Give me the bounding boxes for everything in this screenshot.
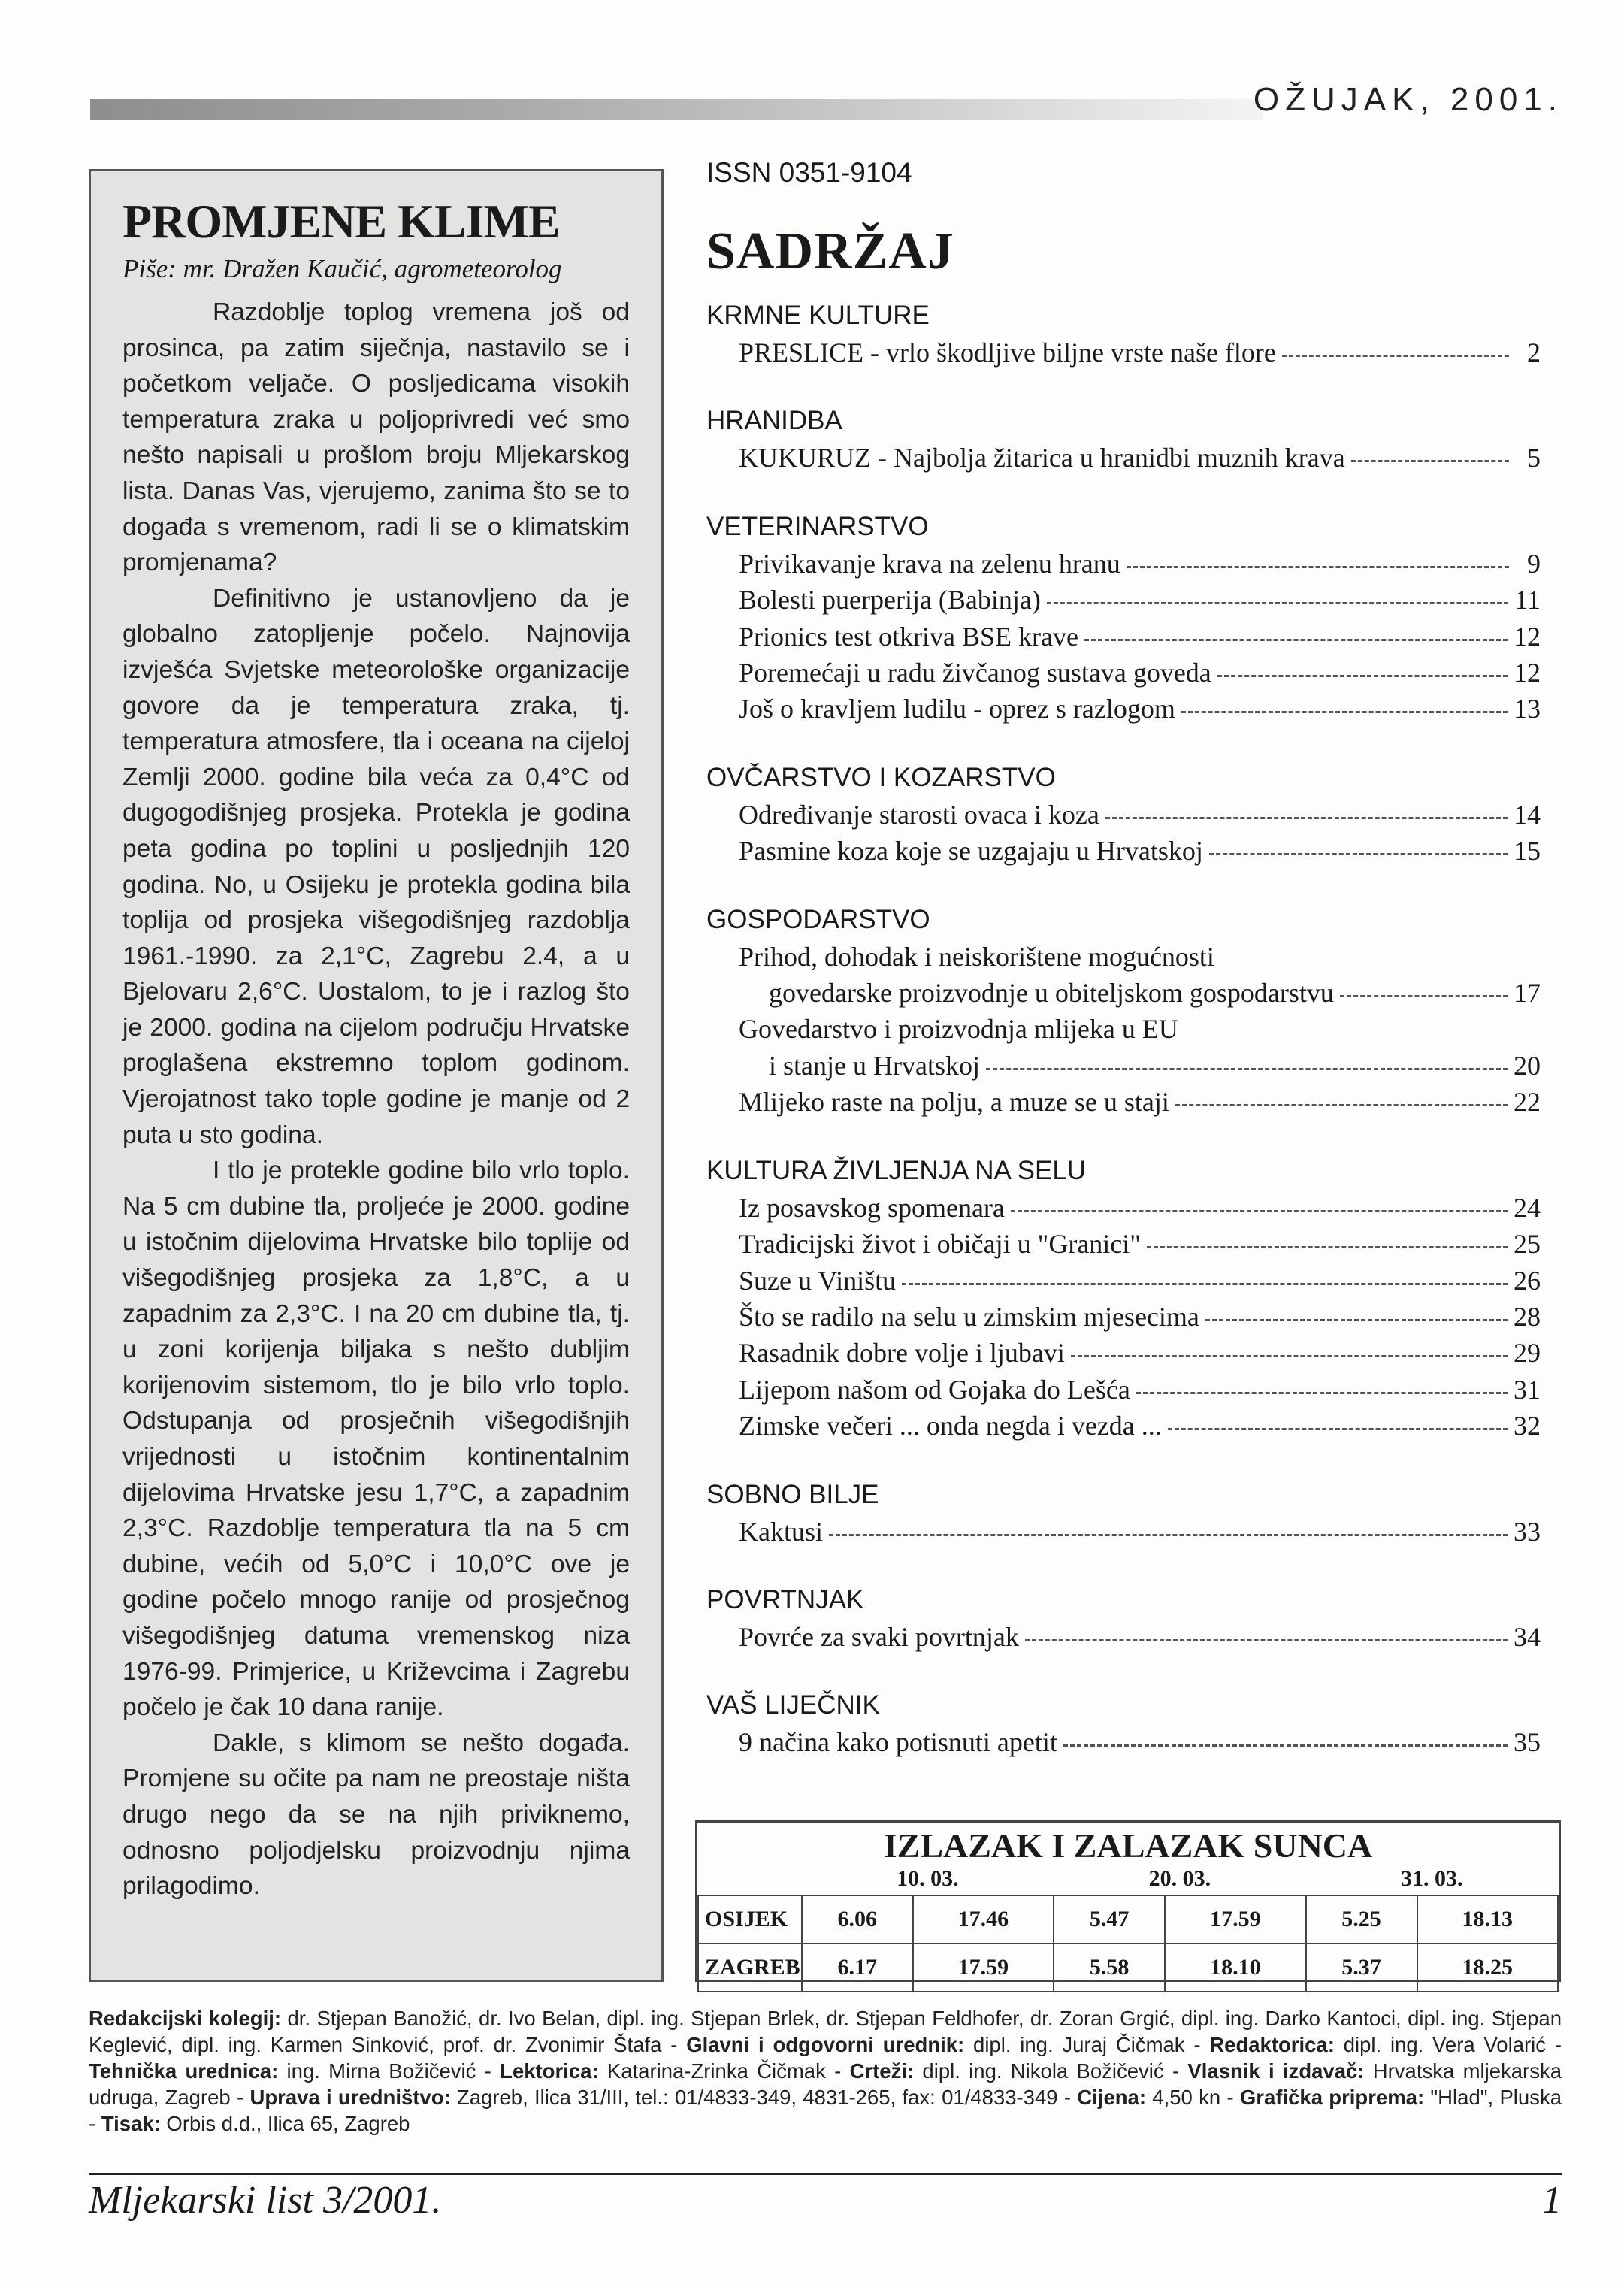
- journal-issue: Mljekarski list 3/2001.: [89, 2179, 442, 2222]
- credit-label: Vlasnik i izdavač:: [1187, 2059, 1365, 2083]
- footer-divider: [89, 2173, 1562, 2175]
- city-name: ZAGREB: [698, 1944, 802, 1992]
- credit-text: dipl. ing. Juraj Čičmak -: [964, 2033, 1210, 2056]
- dot-leader: [1105, 817, 1508, 819]
- article-title: PROMJENE KLIME: [122, 195, 560, 248]
- credit-text: "Hlad", Pluska -: [89, 2086, 1562, 2135]
- dot-leader: [986, 1068, 1508, 1070]
- toc-entry: [706, 1408, 1541, 1444]
- toc-entry: [706, 797, 1541, 833]
- toc-entry: [706, 582, 1541, 618]
- toc-entry-title: Privikavanje krava na zelenu hranu: [739, 548, 1120, 579]
- toc-entry-title-continued: govedarske proizvodnje u obiteljskom gospodarstvu: [769, 978, 1334, 1009]
- dot-leader: [1351, 460, 1509, 462]
- toc-page-number: 2: [1527, 337, 1541, 368]
- toc-entry-title-continued: i stanje u Hrvatskoj: [769, 1050, 980, 1081]
- credit-label: Redakcijski kolegij:: [89, 2007, 282, 2030]
- toc-category: HRANIDBA: [706, 406, 842, 436]
- toc-entry-title: Prihod, dohodak i neiskorištene mogućnosti: [739, 941, 1214, 972]
- toc-entry: [706, 1084, 1541, 1120]
- dot-leader: [1205, 1319, 1508, 1321]
- time-cell: 5.25: [1306, 1895, 1417, 1944]
- toc-entry: [706, 334, 1541, 371]
- time-cell: 5.37: [1306, 1944, 1417, 1992]
- dot-leader: [1011, 1210, 1508, 1212]
- toc-entry-title: Govedarstvo i proizvodnja mlijeka u EU: [739, 1014, 1178, 1045]
- toc-entry-title: Mlijeko raste na polju, a muze se u staji: [739, 1087, 1169, 1118]
- toc-entry: [706, 1514, 1541, 1550]
- article-paragraph: Razdoblje toplog vremena još od prosinca, pa zatim siječnja, nastavilo se i početkom veljače. O posljedicama visokih temperatura zraka u poljoprivredi već smo nešto napisali u prošlom broju Mljekarskog lista. Danas Vas, vjerujemo, zanima što se to događa s vremenom, radi li se o klimatskim promjenama?: [122, 298, 630, 577]
- credit-label: Lektorica:: [500, 2059, 599, 2083]
- toc-entry: [706, 1299, 1541, 1335]
- credit-text: dr. Stjepan Banožić, dr. Ivo Belan, dipl. ing. Stjepan Brlek, dr. Stjepan Feldhofer, dr. Zoran Grgić, dipl. ing. Darko Kantoci, dipl. ing. Stjepan Keglević, dipl. ing. Karmen Sinković, prof. dr. Zvonimir Štafa -: [89, 2007, 1562, 2056]
- dot-leader: [1175, 1104, 1508, 1106]
- credit-text: Zagreb, Ilica 31/III, tel.: 01/4833-349, 4831-265, fax: 01/4833-349 -: [450, 2086, 1078, 2109]
- toc-page-number: 15: [1514, 836, 1541, 867]
- dot-leader: [1071, 1355, 1508, 1357]
- dot-leader: [1127, 566, 1509, 568]
- toc-entry-title: Tradicijski život i običaji u "Granici": [739, 1229, 1141, 1260]
- dot-leader: [1136, 1392, 1508, 1394]
- toc-entry: [706, 833, 1541, 869]
- toc-entry-title: KUKURUZ - Najbolja žitarica u hranidbi muznih krava: [739, 443, 1345, 473]
- toc-page-number: 33: [1514, 1516, 1541, 1547]
- dot-leader: [1209, 853, 1508, 855]
- credit-label: Redaktorica:: [1209, 2033, 1335, 2056]
- toc-page-number: 14: [1514, 799, 1541, 830]
- toc-page-number: 32: [1514, 1411, 1541, 1441]
- toc-category: GOSPODARSTVO: [706, 904, 930, 934]
- toc-entry: [706, 1619, 1541, 1655]
- toc-page-number: 20: [1514, 1050, 1541, 1081]
- header-bar: [90, 99, 1263, 120]
- toc-entry-title: Kaktusi: [739, 1516, 823, 1547]
- time-cell: 17.46: [913, 1895, 1054, 1944]
- credit-label: Uprava i uredništvo:: [249, 2086, 451, 2109]
- credit-label: Crteži:: [849, 2059, 915, 2083]
- time-cell: 5.58: [1054, 1944, 1165, 1992]
- toc-page-number: 31: [1514, 1374, 1541, 1405]
- toc-entry: [706, 619, 1541, 655]
- article-byline: Piše: mr. Dražen Kaučić, agrometeorolog: [122, 254, 562, 283]
- table-of-contents: [706, 297, 1541, 1761]
- dot-leader: [1025, 1639, 1508, 1641]
- toc-entry-title: Još o kravljem ludilu - oprez s razlogom: [739, 694, 1175, 725]
- credit-text: ing. Mirna Božičević -: [278, 2059, 501, 2083]
- credit-text: 4,50 kn -: [1146, 2086, 1240, 2109]
- dot-leader: [1147, 1246, 1508, 1248]
- toc-entry: [706, 691, 1541, 727]
- article-paragraph: I tlo je protekle godine bilo vrlo toplo. Na 5 cm dubine tla, proljeće je 2000. godine u istočnim dijelovima Hrvatske bilo toplije od višegodišnjeg prosjeka za 1,8°C, a u zapadnim za 2,3°C. I na 20 cm dubine tla, tj. u zoni korijenja biljaka s nešto dubljim korijenovim sistemom, tlo je bilo vrlo toplo. Odstupanja od prosječnih višegodišnjih vrijednosti u istočnim kontinentalnim dijelovima Hrvatske jesu 1,7°C, a zapadnim 2,3°C. Razdoblje temperatura tla na 5 cm dubine, većih od 5,0°C i 10,0°C ove je godine počelo mnogo ranije od prosječnog višegodišnjeg datuma vremenskog niza 1976-99. Primjerice, u Križevcima i Zagrebu počelo je čak 10 dana ranije.: [122, 1157, 630, 1722]
- toc-page-number: 34: [1514, 1621, 1541, 1652]
- toc-entry-title: Što se radilo na selu u zimskim mjesecima: [739, 1301, 1199, 1332]
- table-row: [698, 1944, 1558, 1992]
- toc-entry-title: Rasadnik dobre volje i ljubavi: [739, 1338, 1065, 1369]
- toc-category: VAŠ LIJEČNIK: [706, 1690, 880, 1720]
- toc-entry-title: Povrće za svaki povrtnjak: [739, 1621, 1019, 1652]
- toc-category: POVRTNJAK: [706, 1584, 864, 1614]
- toc-entry: [706, 440, 1541, 476]
- credit-text: Hrvatska mljekarska udruga, Zagreb -: [89, 2059, 1562, 2109]
- credit-label: Cijena:: [1077, 2086, 1146, 2109]
- toc-category: KULTURA ŽIVLJENJA NA SELU: [706, 1155, 1087, 1185]
- credit-text: Orbis d.d., Ilica 65, Zagreb: [160, 2112, 410, 2135]
- date-header: 20. 03.: [1148, 1866, 1211, 1891]
- dot-leader: [1168, 1428, 1508, 1430]
- sun-times-table: [697, 1863, 1559, 1992]
- toc-page-number: 12: [1514, 658, 1541, 688]
- sun-table-title: IZLAZAK I ZALAZAK SUNCA: [883, 1826, 1373, 1865]
- toc-page-number: 17: [1514, 978, 1541, 1009]
- toc-entry-title: Zimske večeri ... onda negda i vezda ...: [739, 1411, 1162, 1441]
- toc-category: SOBNO BILJE: [706, 1479, 879, 1509]
- toc-entry-title: Prionics test otkriva BSE krave: [739, 621, 1078, 652]
- credit-label: Tehnička urednica:: [89, 2059, 279, 2083]
- toc-entry: [706, 1190, 1541, 1226]
- toc-title: SADRŽAJ: [706, 222, 954, 280]
- date-header: 10. 03.: [897, 1866, 959, 1891]
- toc-page-number: 24: [1514, 1192, 1541, 1223]
- issue-date: OŽUJAK, 2001.: [1253, 81, 1563, 118]
- city-name: OSIJEK: [698, 1895, 802, 1944]
- credit-label: Grafička priprema:: [1239, 2086, 1425, 2109]
- toc-entry: [706, 1263, 1541, 1299]
- credit-text: dipl. ing. Nikola Božičević -: [914, 2059, 1188, 2083]
- time-cell: 6.17: [802, 1944, 913, 1992]
- toc-page-number: 35: [1514, 1727, 1541, 1758]
- toc-page-number: 29: [1514, 1338, 1541, 1369]
- dot-leader: [1282, 355, 1509, 357]
- dot-leader: [1181, 711, 1508, 713]
- toc-page-number: 28: [1514, 1301, 1541, 1332]
- toc-entry-title: Suze u Viništu: [739, 1265, 897, 1296]
- toc-entry: [706, 1335, 1541, 1371]
- date-header: 31. 03.: [1401, 1866, 1463, 1891]
- article-paragraph: Dakle, s klimom se nešto događa. Promjene su očite pa nam ne preostaje ništa drugo nego da se na njih priviknemo, odnosno poljodjelsku proizvodnju njima prilagodimo.: [122, 1729, 630, 1901]
- toc-page-number: 26: [1514, 1265, 1541, 1296]
- editorial-credits: [89, 2005, 1562, 2137]
- toc-entry-title: Lijepom našom od Gojaka do Lešća: [739, 1374, 1130, 1405]
- toc-category: KRMNE KULTURE: [706, 301, 930, 330]
- toc-page-number: 9: [1527, 548, 1541, 579]
- dot-leader: [902, 1283, 1508, 1285]
- toc-entry: [706, 655, 1541, 691]
- toc-entry: [706, 1372, 1541, 1408]
- toc-page-number: 13: [1514, 694, 1541, 725]
- time-cell: 18.25: [1417, 1944, 1558, 1992]
- toc-page-number: 5: [1527, 443, 1541, 473]
- page-footer: [89, 2178, 1562, 2222]
- time-cell: 6.06: [802, 1895, 913, 1944]
- toc-page-number: 25: [1514, 1229, 1541, 1260]
- toc-entry-title: Pasmine koza koje se uzgajaju u Hrvatskoj: [739, 836, 1203, 867]
- time-cell: 18.13: [1417, 1895, 1558, 1944]
- toc-entry: [706, 1048, 1541, 1084]
- toc-entry: [706, 1724, 1541, 1760]
- time-cell: 18.10: [1165, 1944, 1305, 1992]
- toc-page-number: 12: [1514, 621, 1541, 652]
- toc-category: OVČARSTVO I KOZARSTVO: [706, 762, 1056, 792]
- dot-leader: [1047, 602, 1508, 604]
- dot-leader: [1217, 675, 1508, 677]
- time-cell: 17.59: [1165, 1895, 1305, 1944]
- time-cell: 17.59: [913, 1944, 1054, 1992]
- toc-entry-title: Bolesti puerperija (Babinja): [739, 585, 1041, 616]
- toc-entry: [706, 975, 1541, 1011]
- dot-leader: [1084, 639, 1508, 641]
- toc-page-number: 22: [1514, 1087, 1541, 1118]
- time-cell: 5.47: [1054, 1895, 1165, 1944]
- toc-entry-title: Poremećaji u radu živčanog sustava goveda: [739, 658, 1211, 688]
- toc-entry-title: Iz posavskog spomenara: [739, 1192, 1005, 1223]
- issn: ISSN 0351-9104: [706, 157, 912, 188]
- article-box: [89, 169, 664, 1982]
- toc-entry-title: Određivanje starosti ovaca i koza: [739, 799, 1099, 830]
- toc-page-number: 11: [1514, 585, 1541, 616]
- credit-text: Katarina-Zrinka Čičmak -: [598, 2059, 850, 2083]
- credit-text: dipl. ing. Vera Volarić -: [1334, 2033, 1562, 2056]
- article-paragraph: Definitivno je ustanovljeno da je globalno zatopljenje počelo. Najnovija izvješća Svjetske meteorološke organizacije govore da je temperatura zraka, tj. temperatura atmosfere, tla i oceana na cijeloj Zemlji 2000. godine bila veća za 0,4°C od dugogodišnjeg prosjeka. Protekla je godina peta godina po toplini u posljednjih 120 godina. No, u Osijeku je protekla godina bila toplija od prosjeka višegodišnjeg razdoblja 1961.-1990. za 2,1°C, Zagrebu 2.4, a u Bjelovaru 2,6°C. Uostalom, to je i razlog što je 2000. godina na cijelom području Hrvatske proglašena ekstremno toplom godinom. Vjerojatnost tako tople godine je manje od 2 puta u sto godina.: [122, 584, 630, 1149]
- dot-leader: [829, 1534, 1508, 1536]
- toc-entry-title: PRESLICE - vrlo škodljive biljne vrste naše flore: [739, 337, 1276, 368]
- dot-leader: [1340, 995, 1508, 997]
- sun-table-header-row: [698, 1863, 1558, 1895]
- toc-entry: [706, 546, 1541, 582]
- sun-table: [695, 1820, 1561, 1982]
- toc-entry-title: 9 načina kako potisnuti apetit: [739, 1727, 1057, 1758]
- credit-label: Tisak:: [101, 2112, 161, 2135]
- dot-leader: [1063, 1744, 1508, 1747]
- credit-label: Glavni i odgovorni urednik:: [686, 2033, 965, 2056]
- table-row: [698, 1895, 1558, 1944]
- toc-category: VETERINARSTVO: [706, 511, 929, 541]
- toc-entry: [706, 1226, 1541, 1262]
- page-number: 1: [1542, 2179, 1562, 2222]
